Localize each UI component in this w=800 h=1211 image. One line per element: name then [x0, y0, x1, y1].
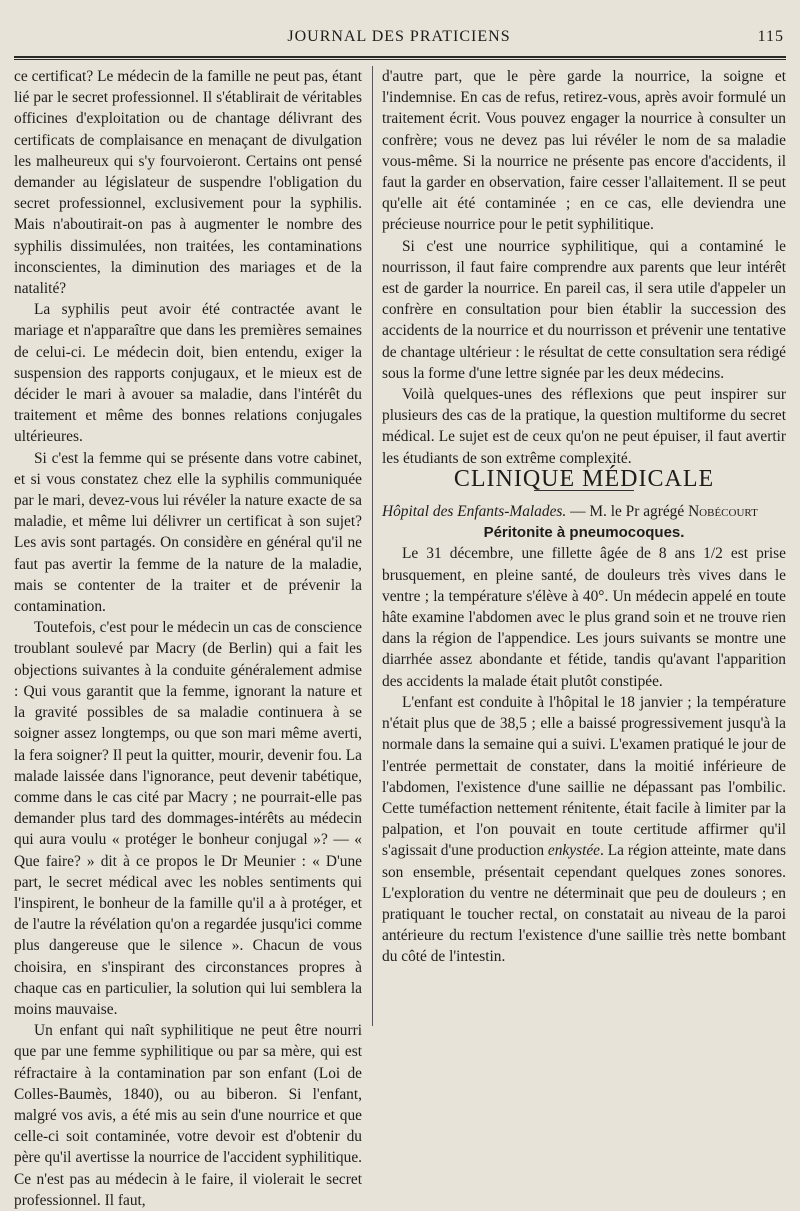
- paragraph: Toutefois, c'est pour le médecin un cas de conscience troublant soulevé par Macry (de Berlin) qui a fait les objections suivantes à la conduite généralement admise : Qui vous garantit que la femme, ignorant la nature et la gravité possibles de sa maladie continuera à se soigner assez longtemps, ou que son mari même averti, la fera soigner? Il peut la quitter, mourir, devenir fou. La malade laissée dans l'ignorance, peut devenir tabétique, comme dans le cas cité par Macry ; ne pourrait-elle pas demander plus tard des dommages-intérêts au médecin qui aura voulu « protéger le bonheur conjugal »? — « Que faire? » dit à ce propos le Dr Meunier : « D'une part, le secret médical avec les nobles sentiments qui l'inspirent, le bonheur de la famille qu'il a à protéger, et de l'autre la révélation qu'on a regardée jusqu'ici comme plus dangereuse que le silence ». Chacun de vous choisira, en s'inspirant des circonstances propres à chaque cas en particulier, la solution qui lui semblera la moins mauvaise.: [14, 619, 362, 1018]
- header-rule-thin: [14, 59, 786, 60]
- right-column: [382, 66, 786, 968]
- paragraph: La syphilis peut avoir été contractée avant le mariage et n'apparaître que dans les premières semaines de celui-ci. Le médecin doit, bien entendu, exiger la suspension des rapports conjugaux, et le mieux est de décider le mari à avouer sa maladie, dans l'intérêt du traitement et même des bonnes relations conjugales ultérieures.: [14, 301, 362, 446]
- paragraph: Un enfant qui naît syphilitique ne peut être nourri que par une femme syphilitique ou par sa mère, qui est réfractaire à la contamination par son enfant (Loi de Colles-Baumès, 1840), ou au biberon. Si l'enfant, malgré vos avis, a été mis au sein d'une nourrice et que celle-ci soit contaminée, votre devoir est d'obtenir du père qu'il avertisse la nourrice de l'accident syphilitique. Ce n'est pas au médecin à le faire, il violerait le secret professionnel. Il faut,: [14, 1022, 362, 1209]
- paragraph: [382, 692, 786, 968]
- byline-sep: — M. le Pr agrégé: [566, 503, 689, 521]
- left-column: [14, 66, 362, 1211]
- header-rule: [14, 56, 786, 58]
- paragraph: Le 31 décembre, une fillette âgée de 8 ans 1/2 est prise brusquement, en pleine santé, de douleurs très vives dans le ventre ; la température s'élève à 40°. Un médecin appelé en toute hâte examine l'abdomen avec le plus grand soin et ne trouve rien dans la région de l'appendice. Les jours suivants se montre une diarrhée assez abondante et fétide, tandis qu'avant l'apparition des accidents la malade était plutôt constipée.: [382, 545, 786, 690]
- paragraph: d'autre part, que le père garde la nourrice, la soigne et l'indemnise. En cas de refus, retirez-vous, après avoir formulé un traitement écrit. Vous pouvez engager la nourrice à consulter un confrère; vous ne devez pas lui révéler le nom de sa maladie vous-même. Si la nourrice ne présente pas encore d'accidents, il faut la garder en observation, faire cesser l'allaitement. Il se peut qu'elle ait été contaminée ; en ce cas, elle deviendra une précieuse nourrice pour le petit syphilitique.: [382, 68, 786, 234]
- paragraph: Si c'est la femme qui se présente dans votre cabinet, et si vous constatez chez elle la syphilis communiquée par le mari, devez-vous lui révéler la nature exacte de sa maladie, et même lui délivrer un certificat à son sujet? Les avis sont partagés. On considère en général qu'il ne faut pas avertir la femme de la nature de la maladie, mais se contenter de la traiter et de prévenir la contamination.: [14, 449, 362, 616]
- paragraph: Si c'est une nourrice syphilitique, qui a contaminé le nourrisson, il faut faire comprendre aux parents que leur intérêt est de garder la nourrice. En pareil cas, il sera utile d'appeler un confrère en consultation pour bien établir la succession des accidents de la nourrice et du nourrisson et prévenir une tentative de chantage ultérieur : le résultat de cette consultation sera rédigé sous la forme d'une lettre signée par les deux médecins.: [382, 237, 786, 382]
- paragraph-text: L'enfant est conduite à l'hôpital le 18 janvier ; la température n'était plus que de 38,5 ; elle a baissé progressivement jusqu'à la normale dans la semaine qui a suivi. L'examen pratiqué le jour de l'entrée permettait de constater, dans la moitié inférieure de l'abdomen, l'existence d'une saillie ne dépassant pas l'ombilic. Cette tuméfaction nettement rénitente, était facile à limiter par la palpation, et l'on pouvait en toute certitude affirmer qu'il s'agissait d'une production: [382, 693, 786, 860]
- byline: [382, 501, 786, 522]
- paragraph: Voilà quelques-unes des réflexions que peut inspirer sur plusieurs des cas de la pratique, la question multiforme du secret médical. Le sujet est de ceux qu'on ne peut épuiser, il faut avertir les étudiants de son extrême complexité.: [382, 386, 786, 467]
- column-divider: [372, 66, 373, 1026]
- section-title: CLINIQUE MÉDICALE: [453, 465, 715, 492]
- byline-author: Nobécourt: [688, 503, 758, 521]
- case-title: Péritonite à pneumocoques.: [483, 524, 685, 542]
- journal-title: JOURNAL DES PRATICIENS: [287, 28, 511, 45]
- paragraph-text: . La région atteinte, mate dans son ensemble, présentait cependant quelques zones sonores. L'exploration du ventre ne déterminait que peu de douleurs ; en pratiquant le toucher rectal, on constatait au niveau de la paroi antérieure du rectum l'existence d'une saillie très nette bombant du côté de l'intestin.: [382, 842, 786, 966]
- page-number: 115: [757, 28, 784, 45]
- byline-place: Hôpital des Enfants-Malades.: [382, 503, 567, 521]
- running-header: [14, 28, 784, 50]
- italic-term: enkystée: [547, 842, 601, 860]
- paragraph: ce certificat? Le médecin de la famille ne peut pas, étant lié par le secret professionnel. Il s'établirait de véritables officines d'exploitation ou de chantage délivrant des certificats de complaisance en menaçant de divulgation les malheureux qui s'y fourvoieront. Certains ont pensé demander au législateur de suspendre l'obligation du secret professionnel, exclusivement pour la syphilis. Mais n'aboutirait-on pas à augmenter le nombre des syphilis dissimulées, non traitées, les contaminations inconscientes, la diminution des mariages et de la natalité?: [14, 68, 362, 298]
